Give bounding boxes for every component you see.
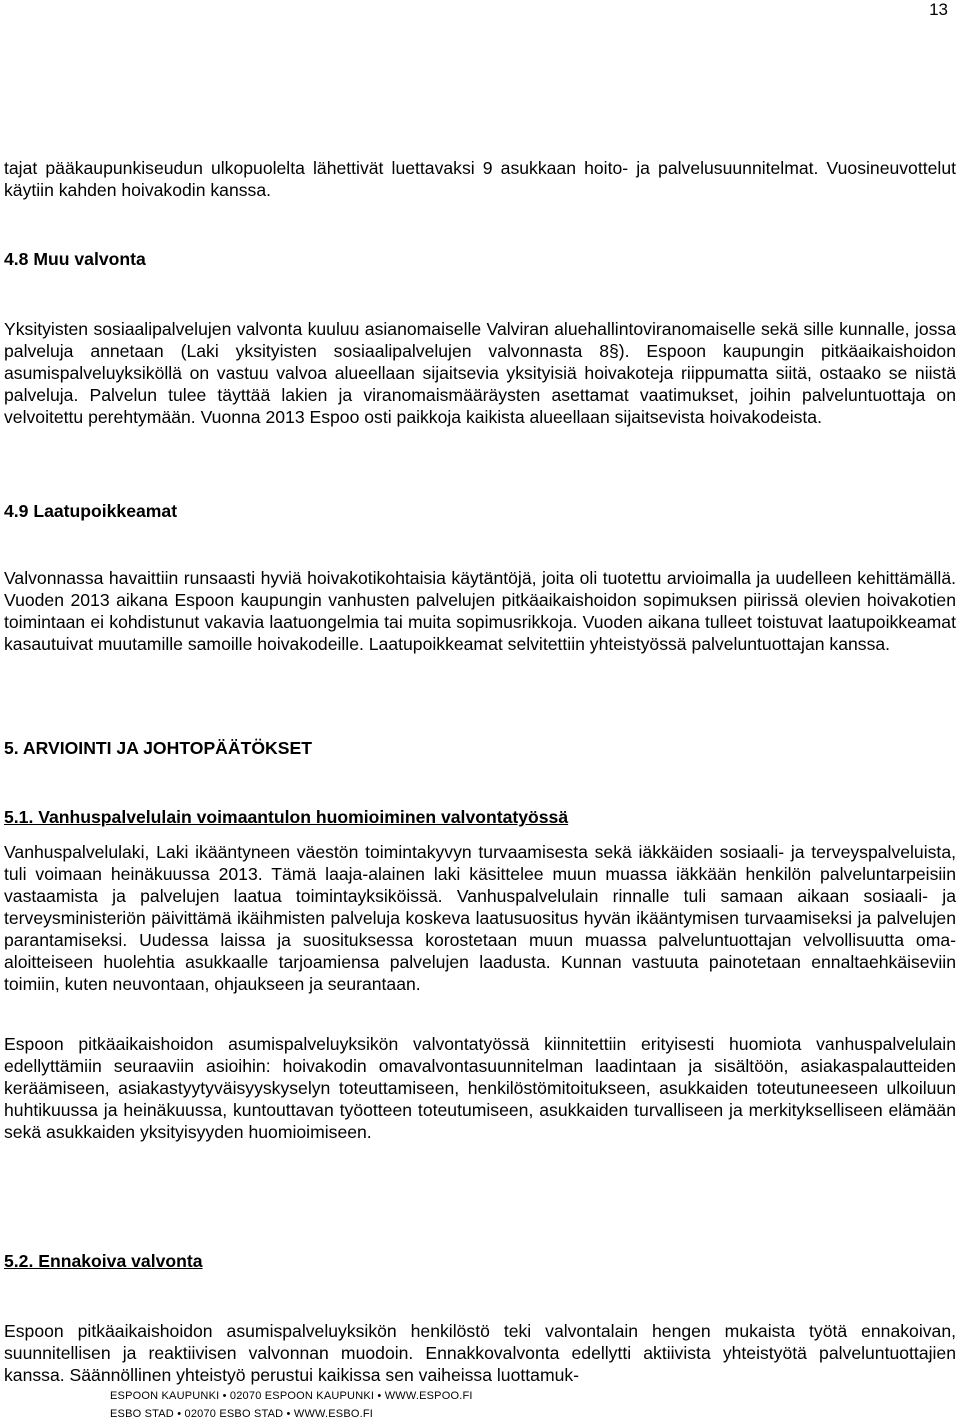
paragraph-vanhuspalvelulaki-2: Espoon pitkäaikaishoidon asumispalveluyksikön valvontatyössä kiinnitettiin erityisesti huomiota vanhuspalvelulain edellyttämiin seuraaviin asioihin: hoivakodin omavalvontasuunnitelman laadintaan ja sisältöön, asiakaspalautteiden keräämiseen, asiakastyytyväisyyskyselyn toteuttamiseen, henkilöstömitoitukseen, asukkaiden toteutuneeseen ulkoiluun huhtikuussa ja heinäkuussa, kuntouttavan työotteen toteutumiseen, asukkaiden turvalliseen ja merkitykselliseen elämään sekä asukkaiden yksityisyyden huomioimiseen.	[4, 1034, 956, 1142]
page-number: 13	[929, 0, 948, 19]
footer-line-1: ESPOON KAUPUNKI • 02070 ESPOON KAUPUNKI • WWW.ESPOO.FI	[110, 1390, 473, 1402]
footer-line-2: ESBO STAD • 02070 ESBO STAD • WWW.ESBO.FI	[110, 1408, 374, 1420]
paragraph-intro: tajat pääkaupunkiseudun ulkopuolelta lähettivät luettavaksi 9 asukkaan hoito- ja palvelusuunnitelmat. Vuosineuvottelut käytiin kahden hoivakodin kanssa.	[4, 158, 956, 200]
paragraph-ennakoiva-valvonta: Espoon pitkäaikaishoidon asumispalveluyksikön henkilöstö teki valvontalain hengen mukaista työtä ennakoivan, suunnitellisen ja reaktiivisen valvonnan muodoin. Ennakkovalvonta edellytti aktiivista yhteistyötä palveluntuottajien kanssa. Säännöllinen yhteistyö perustui kaikissa sen vaiheissa luottamuk-	[4, 1321, 956, 1385]
heading-ennakoiva-valvonta: 5.2. Ennakoiva valvonta	[4, 1251, 203, 1271]
paragraph-muu-valvonta: Yksityisten sosiaalipalvelujen valvonta kuuluu asianomaiselle Valviran aluehallintoviranomaiselle sekä sille kunnalle, jossa palveluja annetaan (Laki yksityisten sosiaalipalvelujen valvonnasta 8§). Espoon kaupungin pitkäaikaishoidon asumispalveluyksiköllä on vastuu valvoa alueellaan sijaitsevia yksityisiä hoivakoteja riippumatta siitä, ostaako se niistä palveluja. Palvelun tulee täyttää lakien ja viranomaismääräysten asettamat vaatimukset, joihin palveluntuottaja on velvoitettu perehtymään. Vuonna 2013 Espoo osti paikkoja kaikista alueellaan sijaitsevista hoivakodeista.	[4, 319, 956, 427]
heading-laatupoikkeamat: 4.9 Laatupoikkeamat	[4, 501, 178, 521]
heading-muu-valvonta: 4.8 Muu valvonta	[4, 249, 146, 269]
heading-vanhuspalvelulaki: 5.1. Vanhuspalvelulain voimaantulon huomioiminen valvontatyössä	[4, 807, 569, 827]
paragraph-vanhuspalvelulaki-1: Vanhuspalvelulaki, Laki ikääntyneen väestön toimintakyvyn turvaamisesta sekä iäkkäiden sosiaali- ja terveyspalveluista, tuli voimaan heinäkuussa 2013. Tämä laaja-alainen laki käsittelee muun muassa iäkkään henkilön palveluntarpeisiin vastaamista ja palvelujen laatua toimintayksiköissä. Vanhuspalvelulain rinnalle tuli samaan aikaan sosiaali- ja terveysministeriön päivittämä ikäihmisten palveluja koskeva laatusuositus hyvän ikääntymisen turvaamiseksi ja palvelujen parantamiseksi. Uudessa laissa ja suosituksessa korostetaan muun muassa palveluntuottajan velvollisuutta oma-aloitteiseen huolehtia asukkaalle tarjoamiensa palvelujen laadusta. Kunnan vastuuta painotetaan ennaltaehkäiseviin toimiin, kuten neuvontaan, ohjaukseen ja seurantaan.	[4, 842, 956, 994]
paragraph-laatupoikkeamat: Valvonnassa havaittiin runsaasti hyviä hoivakotikohtaisia käytäntöjä, joita oli tuotettu arvioimalla ja uudelleen kehittämällä. Vuoden 2013 aikana Espoon kaupungin vanhusten palvelujen pitkäaikaishoidon sopimuksen piirissä olevien hoivakotien toimintaan ei kohdistunut vakavia laatuongelmia tai muita sopimusrikkoja. Vuoden aikana tulleet toistuvat laatupoikkeamat kasautuivat muutamille samoille hoivakodeille. Laatupoikkeamat selvitettiin yhteistyössä palveluntuottajan kanssa.	[4, 568, 956, 654]
heading-arviointi: 5. ARVIOINTI JA JOHTOPÄÄTÖKSET	[4, 738, 312, 758]
